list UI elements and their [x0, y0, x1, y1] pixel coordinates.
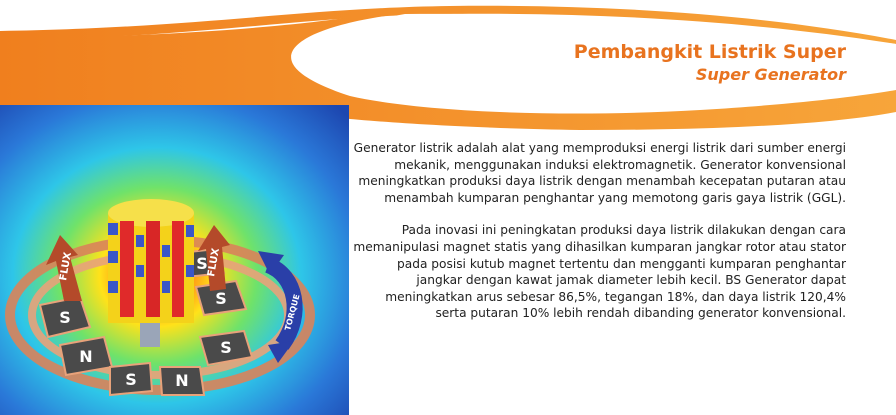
flux-label: FLUX — [58, 251, 74, 282]
page-title: Pembangkit Listrik Super — [573, 41, 846, 63]
pole-label-s: S — [125, 370, 137, 389]
paragraph-intro: Generator listrik adalah alat yang memproduksi energi listrik dari sumber energi mekanik, menggunakan induksi elektromagnetik. Generator konvensional meningkatkan produksi daya listrik dengan menambah kecepatan putaran atau menambah kumparan penghantar yang memotong garis gaya listrik (GGL). — [353, 141, 846, 205]
flux-label: FLUX — [206, 247, 222, 278]
pole-label-s: S — [220, 338, 232, 357]
body-text — [352, 140, 846, 338]
pole-label-s: S — [215, 289, 227, 308]
torque-label: TORQUE — [283, 293, 302, 332]
pole-label-n: N — [175, 371, 189, 390]
pole-label-s: S — [59, 308, 71, 327]
title-block — [574, 40, 846, 86]
page-subtitle: Super Generator — [695, 65, 846, 84]
generator-illustration — [0, 105, 349, 415]
pole-label-n: N — [79, 347, 93, 366]
pole-label-s: S — [196, 254, 208, 273]
paragraph-innovation: Pada inovasi ini peningkatan produksi daya listrik dilakukan dengan cara memanipulasi magnet statis yang dihasilkan kumparan jangkar rotor atau stator pada posisi kutub magnet tertentu dan mengganti kumparan penghantar jangkar dengan kawat jamak diameter lebih kecil. BS Generator dapat meningkatkan arus sebesar 86,5%, tegangan 18%, dan daya listrik 120,4% serta putaran 10% lebih rendah dibanding generator konvensional. — [353, 223, 846, 321]
